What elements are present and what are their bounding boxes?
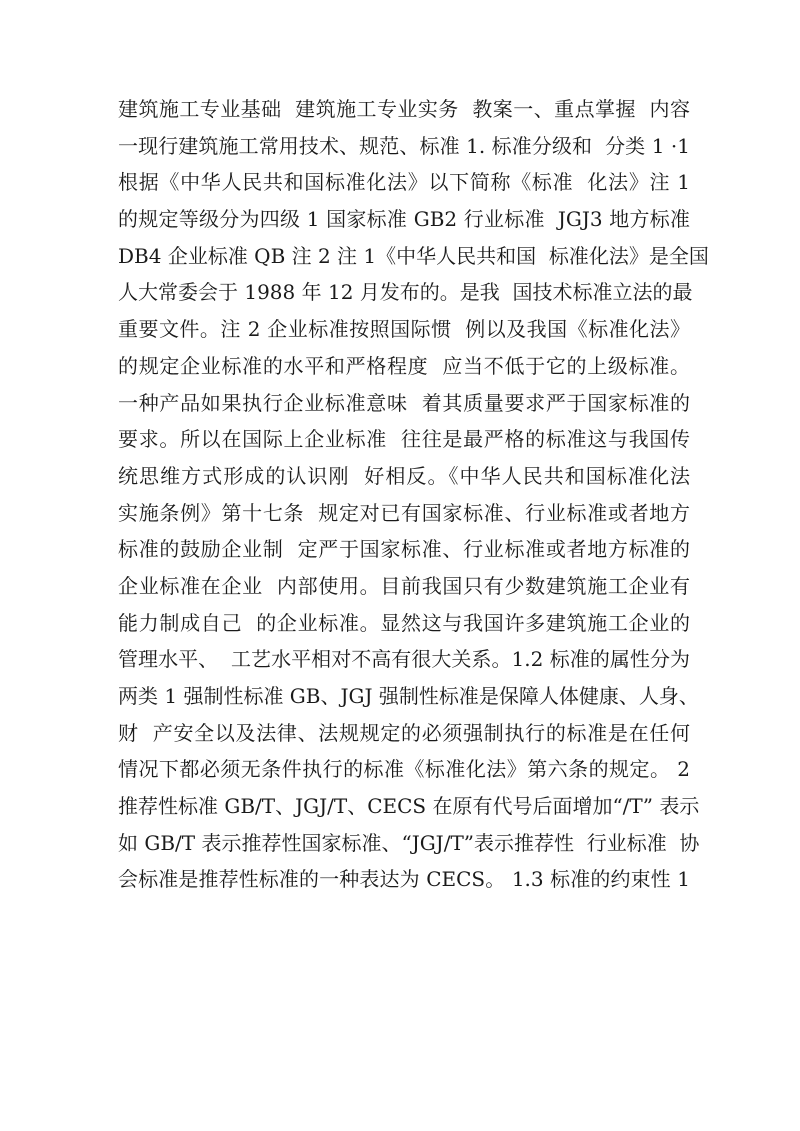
text-line: 重要文件。注 2 企业标准按照国际惯 例以及我国《标准化法》 [118,317,690,342]
text-line: 建筑施工专业基础 建筑施工专业实务 教案一、重点掌握 内容 [118,97,690,121]
text-line: 实施条例》第十七条 规定对已有国家标准、行业标准或者地方 [118,500,690,525]
text-line: 会标准是推荐性标准的一种表达为 CECS。 1.3 标准的约束性 1 [118,867,690,892]
text-line: 财 产安全以及法律、法规规定的必须强制执行的标准是在任何 [118,720,690,745]
text-line: 统思维方式形成的认识刚 好相反。《中华人民共和国标准化法 [118,463,690,488]
text-line: 一种产品如果执行企业标准意味 着其质量要求严于国家标准的 [118,390,690,415]
text-line: 要求。所以在国际上企业标准 往往是最严格的标准这与我国传 [118,427,690,452]
text-line: 人大常委会于 1988 年 12 月发布的。是我 国技术标准立法的最 [118,280,693,305]
text-line: 能力制成自己 的企业标准。显然这与我国许多建筑施工企业的 [118,610,690,635]
text-line: 根据《中华人民共和国标准化法》以下简称《标准 化法》注 1 [118,170,690,195]
text-line: 管理水平、 工艺水平相对不高有很大关系。1.2 标准的属性分为 [118,647,690,672]
text-line: DB4 企业标准 QB 注 2 注 1《中华人民共和国 标准化法》是全国 [118,243,709,268]
text-line: 一现行建筑施工常用技术、规范、标准 1. 标准分级和 分类 1 ·1 [118,133,690,158]
text-line: 的规定等级分为四级 1 国家标准 GB2 行业标准 JGJ3 地方标准 [118,207,690,232]
document-body [118,91,709,898]
text-line: 推荐性标准 GB/T、JGJ/T、CECS 在原有代号后面增加“/T” 表示 [118,794,700,819]
text-line: 如 GB/T 表示推荐性国家标准、“JGJ/T”表示推荐性 行业标准 协 [118,830,700,855]
text-line: 标准的鼓励企业制 定严于国家标准、行业标准或者地方标准的 [118,537,690,562]
text-line: 的规定企业标准的水平和严格程度 应当不低于它的上级标准。 [118,353,690,378]
text-line: 情况下都必须无条件执行的标准《标准化法》第六条的规定。 2 [118,757,690,782]
text-line: 企业标准在企业 内部使用。目前我国只有少数建筑施工企业有 [118,573,690,598]
text-line: 两类 1 强制性标准 GB、JGJ 强制性标准是保障人体健康、人身、 [118,684,699,708]
